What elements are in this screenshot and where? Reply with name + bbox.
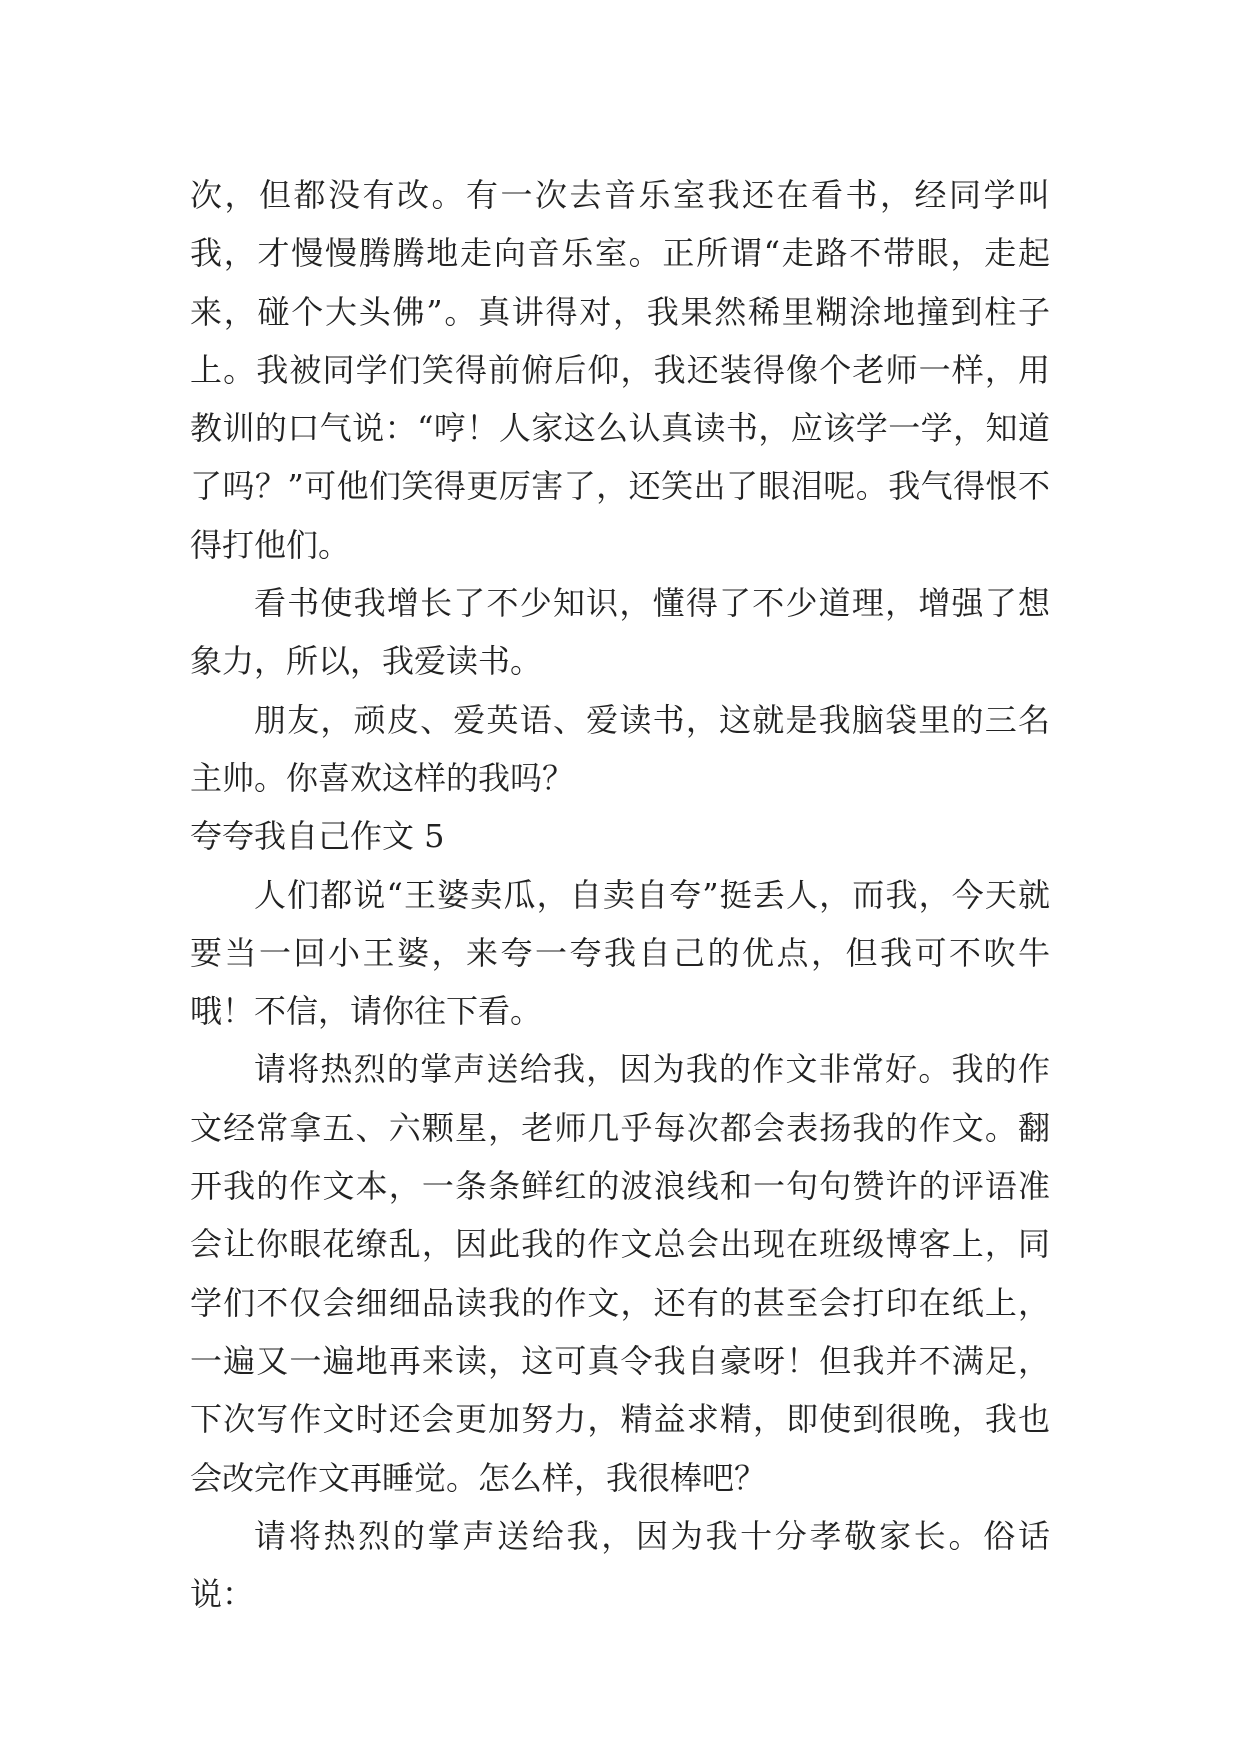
paragraph-writing: 请将热烈的掌声送给我，因为我的作文非常好。我的作文经常拿五、六颗星，老师几乎每次都会表扬我的作文。翻开我的作文本，一条条鲜红的波浪线和一句句赞许的评语准会让你眼花缭乱，因此我的作文总会出现在班级博客上，同学们不仅会细细品读我的作文，还有的甚至会打印在纸上，一遍又一遍地再来读，这可真令我自豪呀！但我并不满足，下次写作文时还会更加努力，精益求精，即使到很晚，我也会改完作文再睡觉。怎么样，我很棒吧？ — [190, 1050, 1050, 1497]
paragraph-reading-summary: 看书使我增长了不少知识，懂得了不少道理，增强了想象力，所以，我爱读书。 — [190, 584, 1050, 681]
document-body — [190, 166, 1050, 1623]
paragraph-continued: 次，但都没有改。有一次去音乐室我还在看书，经同学叫我，才慢慢腾腾地走向音乐室。正所谓“走路不带眼，走起来，碰个大头佛”。真讲得对，我果然稀里糊涂地撞到柱子上。我被同学们笑得前俯后仰，我还装得像个老师一样，用教训的口气说：“哼！人家这么认真读书，应该学一学，知道了吗？”可他们笑得更厉害了，还笑出了眼泪呢。我气得恨不得打他们。 — [190, 176, 1050, 564]
paragraph-intro: 人们都说“王婆卖瓜，自卖自夸”挺丢人，而我，今天就要当一回小王婆，来夸一夸我自己的优点，但我可不吹牛哦！不信，请你往下看。 — [190, 875, 1050, 1031]
paragraph-conclusion: 朋友，顽皮、爱英语、爱读书，这就是我脑袋里的三名主帅。你喜欢这样的我吗？ — [190, 700, 1050, 797]
paragraph-filial: 请将热烈的掌声送给我，因为我十分孝敬家长。俗话说： — [190, 1516, 1050, 1614]
section-title: 夸夸我自己作文 5 — [190, 817, 445, 856]
